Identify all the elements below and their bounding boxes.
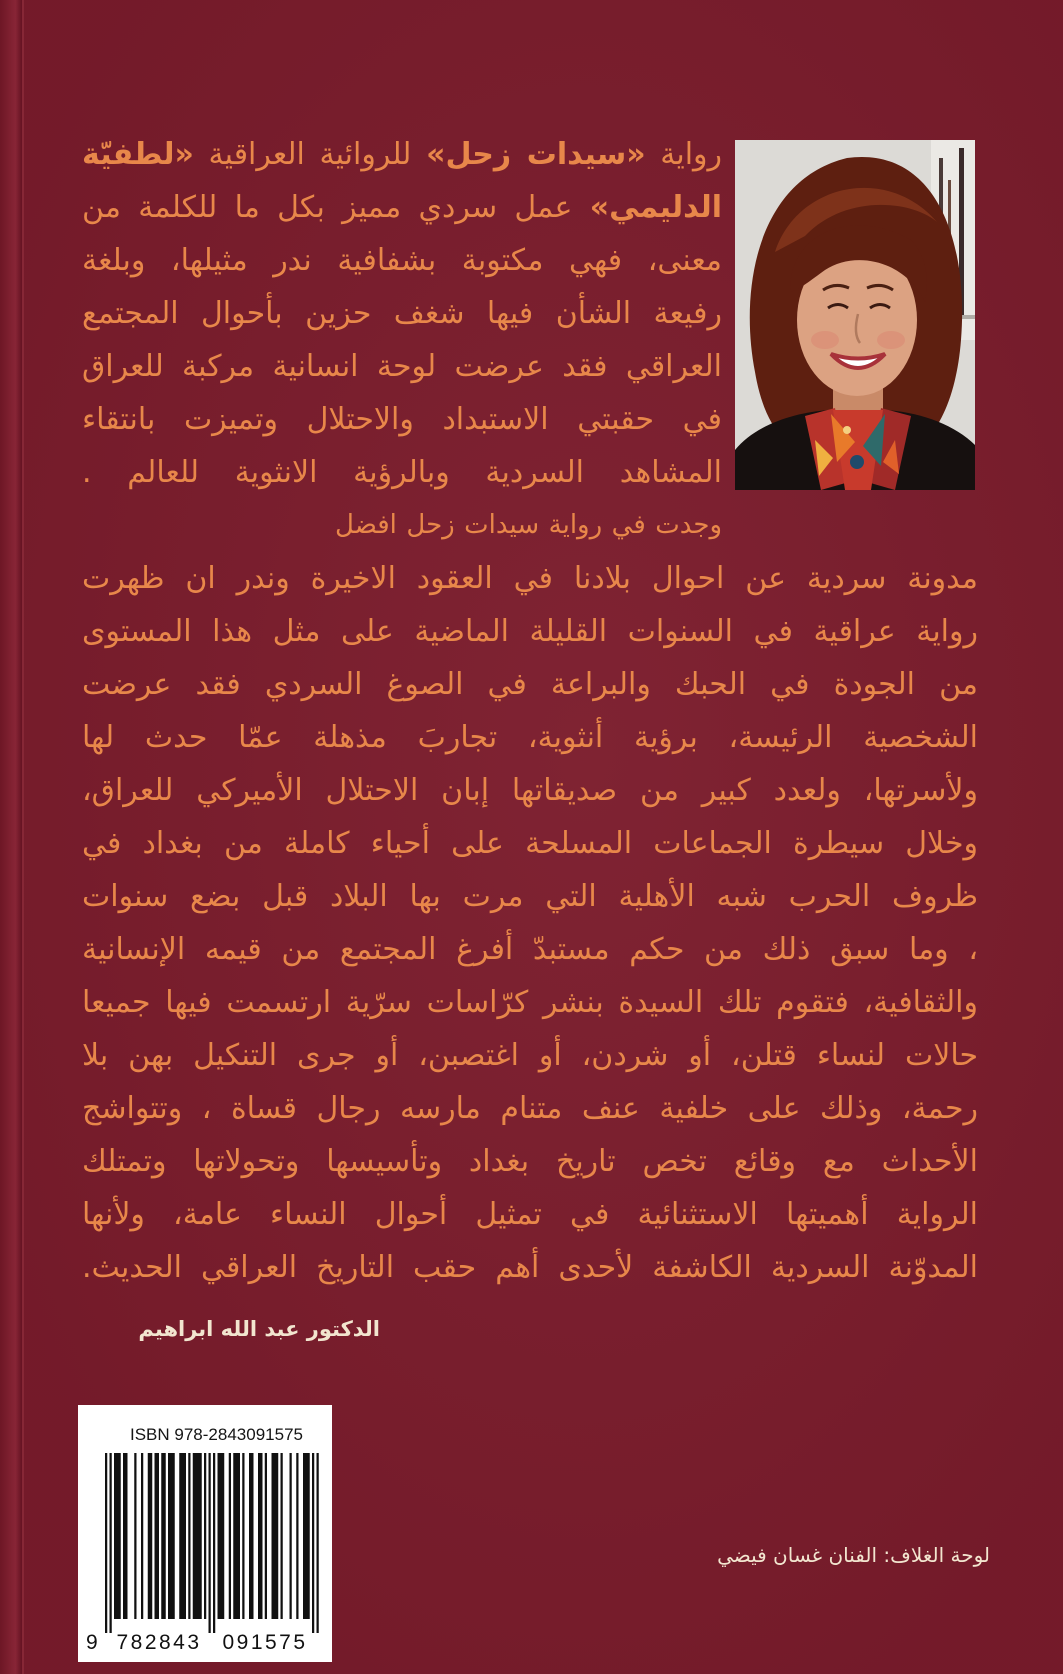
barcode-bar: [168, 1453, 175, 1619]
barcode-bar: [265, 1453, 267, 1619]
blurb-line-6: في حقبتي الاستبداد والاحتلال وتميزت بانتقاء: [82, 402, 722, 437]
blurb-line-17: والثقافية، فتقوم تلك السيدة بنشر كرّاسات سرّية ارتسمت فيها جميعا: [82, 985, 978, 1020]
blurb-line-16: ، وما سبق ذلك من حكم مستبدّ أفرغ المجتمع من قيمه الإنسانية: [82, 932, 978, 967]
barcode-digit-first: 9: [86, 1631, 98, 1654]
barcode-bar: [281, 1453, 283, 1619]
barcode-digits-left: 782843: [116, 1631, 202, 1654]
blurb-line-13: ولأسرتها، ولعدد كبير من صديقاتها إبان الاحتلال الأميركي للعراق،: [82, 773, 978, 808]
barcode-bar: [209, 1453, 211, 1633]
blurb-line-22: المدوّنة السردية الكاشفة لأحدى أهم حقب التاريخ العراقي الحديث.: [82, 1250, 978, 1285]
barcode-bar: [155, 1453, 160, 1619]
author-name: «لطفيّة: [82, 137, 194, 172]
barcode-bar: [105, 1453, 107, 1633]
barcode-bars: [78, 1405, 332, 1662]
barcode-digits-right: 091575: [222, 1631, 308, 1654]
blurb-line-15: ظروف الحرب شبه الأهلية التي مرت بها البلاد قبل بضع سنوات: [82, 879, 978, 914]
barcode-bar: [303, 1453, 310, 1619]
blurb-line-4: رفيعة الشأن فيها شغف حزين بأحوال المجتمع: [82, 296, 722, 331]
blurb-line-5: العراقي فقد عرضت لوحة انسانية مركبة للعراق: [82, 349, 722, 384]
barcode-bar: [188, 1453, 190, 1619]
barcode-bar: [242, 1453, 244, 1619]
isbn-label: ISBN 978-2843091575: [130, 1425, 303, 1444]
barcode-bar: [134, 1453, 136, 1619]
spine-edge: [0, 0, 24, 1674]
blurb-text: [82, 128, 978, 1294]
barcode-bar: [312, 1453, 314, 1633]
author-name: الدليمي»: [589, 190, 722, 225]
barcode-bar: [317, 1453, 319, 1633]
barcode-bar: [218, 1453, 225, 1619]
barcode-bar: [258, 1453, 263, 1619]
blurb-line-19: رحمة، وذلك على خلفية عنف متنام مارسه رجال قساة ، وتتواشج: [82, 1091, 978, 1126]
barcode-bar: [123, 1453, 128, 1619]
blurb-line-18: حالات لنساء قتلن، أو شردن، أو اغتصبن، أو جرى التنكيل بهن بلا: [82, 1038, 978, 1073]
blurb-line-21: الرواية أهميتها الاستثنائية في تمثيل أحوال النساء عامة، ولأنها: [82, 1197, 978, 1232]
novel-title: «سيدات زحل»: [426, 137, 646, 172]
blurb-line-2: [82, 181, 722, 234]
barcode-bar: [233, 1453, 240, 1619]
barcode-bar: [204, 1453, 206, 1619]
blurb-line-9: مدونة سردية عن احوال بلادنا في العقود الاخيرة وندر ان ظهرت: [82, 561, 978, 596]
barcode-bar: [272, 1453, 279, 1619]
barcode-bar: [141, 1453, 143, 1619]
blurb-line-11: من الجودة في الحبك والبراعة في الصوغ السردي فقد عرضت: [82, 667, 978, 702]
blurb-text-run: للروائية العراقية: [193, 137, 427, 172]
blurb-line-1: [82, 128, 722, 181]
barcode-bar: [213, 1453, 215, 1633]
barcode-bar: [193, 1453, 202, 1619]
blurb-line-12: الشخصية الرئيسة، برؤية أنثوية، تجاربَ مذهلة عمّا حدث لها: [82, 720, 978, 755]
barcode-bar: [249, 1453, 254, 1619]
barcode-bar: [296, 1453, 298, 1619]
isbn-barcode: [78, 1405, 332, 1662]
reviewer-signature: الدكتور عبد الله ابراهيم: [138, 1317, 380, 1341]
blurb-line-10: رواية عراقية في السنوات القليلة الماضية على مثل هذا المستوى: [82, 614, 978, 649]
blurb-text-run: عمل سردي مميز بكل ما للكلمة من: [82, 190, 590, 225]
blurb-line-8: وجدت في رواية سيدات زحل افضل: [335, 510, 722, 540]
barcode-bar: [114, 1453, 121, 1619]
cover-art-credit: لوحة الغلاف: الفنان غسان فيضي: [717, 1543, 990, 1567]
blurb-line-7: المشاهد السردية وبالرؤية الانثوية للعالم .: [82, 455, 722, 490]
barcode-bar: [179, 1453, 186, 1619]
barcode-bar: [148, 1453, 153, 1619]
blurb-line-14: وخلال سيطرة الجماعات المسلحة على أحياء كاملة من بغداد في: [82, 826, 978, 861]
blurb-line-20: الأحداث مع وقائع تخص تاريخ بغداد وتأسيسها وتحولاتها وتمتلك: [82, 1144, 978, 1179]
barcode-bar: [110, 1453, 112, 1633]
barcode-bar: [290, 1453, 292, 1619]
blurb-line-3: معنى، فهي مكتوبة بشفافية ندر مثيلها، وبلغة: [82, 243, 722, 278]
blurb-text-run: رواية: [645, 137, 723, 172]
barcode-bar: [229, 1453, 231, 1619]
barcode-bar: [161, 1453, 166, 1619]
